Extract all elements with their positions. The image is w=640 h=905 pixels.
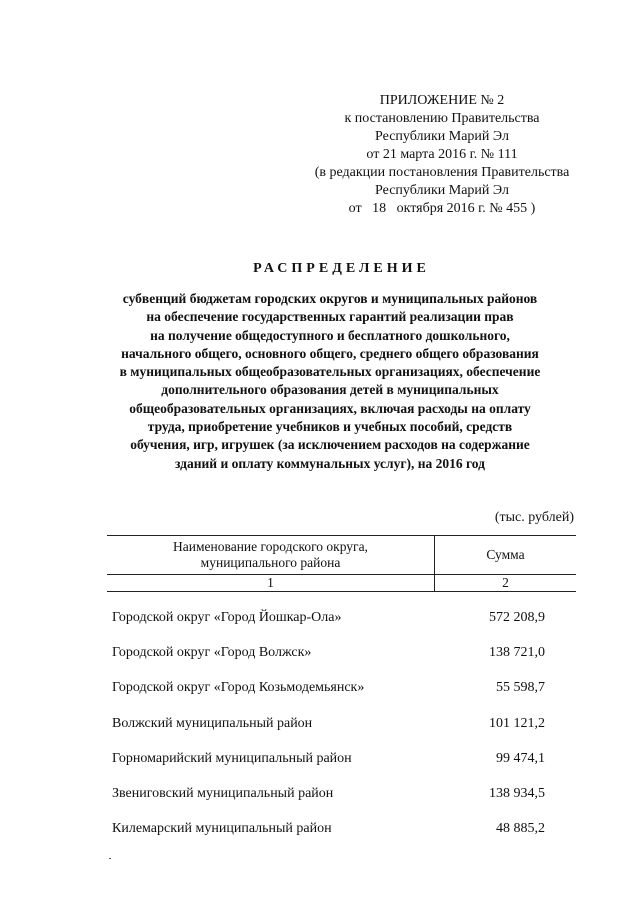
row-name: Городской округ «Город Козьмодемьянск» — [112, 680, 365, 696]
annex-republic: Республики Марий Эл — [375, 129, 509, 144]
row-name: Горномарийский муниципальный район — [112, 750, 352, 766]
annex-date: от 21 марта 2016 г. № 111 — [366, 147, 518, 162]
document-title: РАСПРЕДЕЛЕНИЕ — [253, 261, 430, 276]
row-name: Килемарский муниципальный район — [112, 821, 332, 837]
subtitle-line: дополнительного образования детей в муниципальных — [161, 382, 499, 398]
row-name: Волжский муниципальный район — [112, 715, 313, 731]
annex-revision-date: от 18 октября 2016 г. № 455 ) — [348, 201, 536, 216]
table-row — [112, 644, 576, 679]
table-number-row — [107, 575, 576, 592]
annex-revision-ref: (в редакции постановления Правительства — [314, 165, 570, 180]
row-amount: 55 598,7 — [496, 680, 545, 696]
column-header-name-line1: Наименование городского округа, — [173, 539, 368, 554]
units-label: (тыс. рублей) — [494, 510, 574, 525]
subtitle-line: общеобразовательных организациях, включая расходы на оплату — [129, 400, 531, 416]
table-row — [112, 750, 576, 785]
column-header-name — [107, 536, 435, 575]
subtitle-line: обучения, игр, игрушек (за исключением расходов на содержание — [130, 437, 530, 453]
subtitle-line: начального общего, основного общего, среднего общего образования — [121, 345, 539, 361]
row-amount: 101 121,2 — [489, 715, 545, 731]
table-body — [112, 609, 576, 855]
table-row — [112, 785, 576, 820]
row-name: Городской округ «Город Волжск» — [112, 645, 312, 661]
annex-revision-republic: Республики Марий Эл — [375, 183, 509, 198]
table-header-row — [107, 536, 576, 575]
document-subtitle — [80, 290, 580, 473]
table-row — [112, 679, 576, 714]
subtitle-line: на получение общедоступного и бесплатного дошкольного, — [150, 327, 510, 343]
table-header — [107, 535, 576, 592]
row-name: Городской округ «Город Йошкар-Ола» — [112, 610, 342, 625]
annex-heading: ПРИЛОЖЕНИЕ № 2 — [379, 93, 505, 108]
row-amount: 138 721,0 — [489, 645, 545, 661]
subtitle-line: в муниципальных общеобразовательных организациях, обеспечение — [119, 364, 541, 380]
subtitle-line: зданий и оплату коммунальных услуг), на 2016 год — [174, 455, 486, 471]
column-number-1: 1 — [107, 575, 435, 592]
table-row — [112, 609, 576, 644]
column-header-amount: Сумма — [435, 536, 577, 575]
annex-resolution-ref: к постановлению Правительства — [344, 111, 540, 126]
subtitle-line: на обеспечение государственных гарантий реализации прав — [146, 309, 514, 325]
row-amount: 138 934,5 — [489, 785, 545, 801]
subtitle-line: субвенций бюджетам городских округов и муниципальных районов — [122, 291, 538, 306]
row-amount: 572 208,9 — [489, 610, 545, 625]
row-amount: 99 474,1 — [496, 750, 545, 766]
table-row — [112, 820, 576, 855]
column-header-name-line2: муниципального района — [200, 555, 341, 570]
row-amount: 48 885,2 — [496, 821, 545, 837]
subtitle-line: труда, приобретение учебников и учебных пособий, средств — [147, 419, 513, 435]
scan-speck — [109, 858, 111, 859]
table-row — [112, 715, 576, 750]
annex-block — [292, 92, 592, 218]
column-number-2: 2 — [435, 575, 577, 592]
row-name: Звениговский муниципальный район — [112, 785, 334, 801]
